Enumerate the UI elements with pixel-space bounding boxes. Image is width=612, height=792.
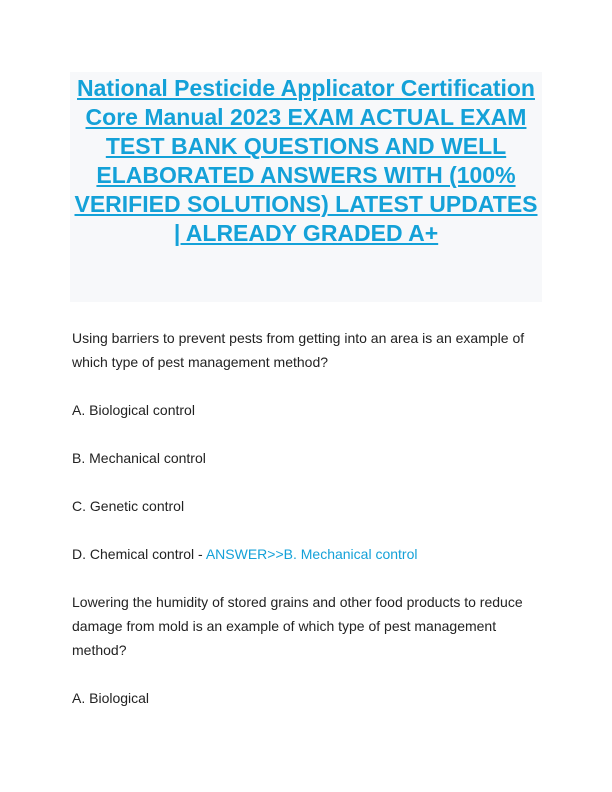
question-2-text: Lowering the humidity of stored grains and other food products to reduce damage from mold is an example of which type of pest management method? — [72, 594, 523, 658]
question-1-text: Using barriers to prevent pests from getting into an area is an example of which type of pest management method? — [72, 330, 525, 370]
question-1-option-d: D. Chemical control — [72, 546, 195, 562]
question-1-option-b: B. Mechanical control — [72, 450, 206, 466]
question-1-option-d-with-answer — [72, 542, 542, 566]
answer-separator: - — [194, 546, 206, 562]
question-1-option-c: C. Genetic control — [72, 498, 185, 514]
title-banner — [70, 72, 542, 302]
question-1-answer: ANSWER>>B. Mechanical control — [205, 546, 418, 562]
question-1-option-a: A. Biological control — [72, 402, 195, 418]
document-title-link[interactable]: National Pesticide Applicator Certification Core Manual 2023 EXAM ACTUAL EXAM TEST BANK QUESTIONS AND WELL ELABORATED ANSWERS WITH (100% VERIFIED SOLUTIONS) LATEST UPDATES | ALREADY GRADED A+ — [74, 75, 538, 246]
question-2-option-a: A. Biological — [72, 690, 150, 706]
question-list — [72, 326, 542, 734]
